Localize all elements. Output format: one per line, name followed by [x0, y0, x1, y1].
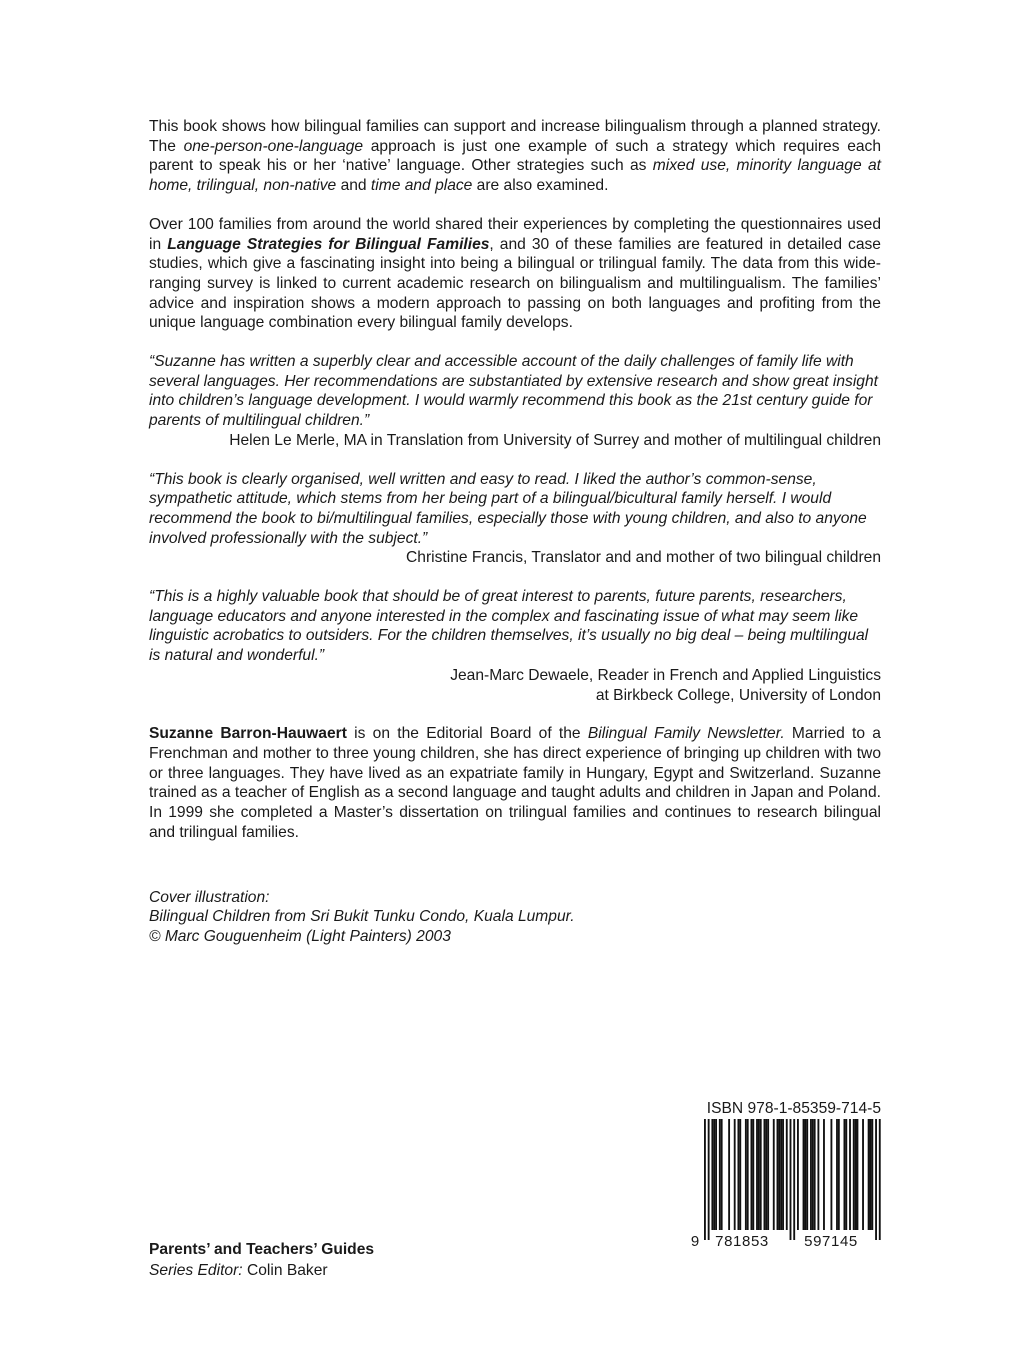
barcode-bar	[760, 1119, 762, 1230]
barcode-bar	[737, 1119, 739, 1230]
barcode-group-1: 781853	[715, 1233, 769, 1249]
barcode-bar	[728, 1119, 730, 1230]
text-run: and	[336, 177, 371, 195]
isbn-barcode	[686, 1119, 882, 1249]
barcode-bar	[845, 1119, 847, 1230]
text-run: Over 100 families from around the world shared their experiences by completing the questionnaires used in	[149, 215, 881, 253]
barcode-bar	[782, 1119, 784, 1230]
barcode-bar	[790, 1119, 792, 1240]
cover-credit-line-1: Bilingual Children from Sri Bukit Tunku Condo, Kuala Lumpur.	[149, 908, 575, 926]
review-quote-3	[149, 587, 881, 705]
barcode-bar	[780, 1119, 782, 1230]
barcode-bar	[838, 1119, 840, 1230]
intro-paragraph-2	[149, 215, 881, 333]
intro-paragraph-1	[149, 117, 881, 196]
cover-credit-line-2: © Marc Gouguenheim (Light Painters) 2003	[149, 927, 451, 945]
barcode-bar	[875, 1119, 877, 1240]
quote-attribution: Jean-Marc Dewaele, Reader in French and Applied Linguistics	[450, 666, 881, 684]
barcode-bar	[823, 1119, 825, 1230]
quote-attribution: Christine Francis, Translator and and mother of two bilingual children	[406, 549, 881, 567]
barcode-lead-digit: 9	[690, 1233, 700, 1249]
series-info	[149, 1239, 374, 1281]
quote-attribution: Helen Le Merle, MA in Translation from University of Surrey and mother of multilingual children	[229, 431, 881, 449]
barcode-bar	[764, 1119, 766, 1230]
barcode-bar	[739, 1119, 741, 1230]
barcode-bar	[751, 1119, 753, 1230]
barcode-bar	[786, 1119, 788, 1230]
barcode-bar	[767, 1119, 769, 1230]
text-run: time and place	[370, 177, 473, 195]
barcode-bar	[713, 1119, 715, 1230]
text-run: Suzanne Barron-Hauwaert	[149, 725, 347, 743]
text-run: Language Strategies for Bilingual Families	[167, 235, 490, 253]
barcode-bar	[758, 1119, 760, 1230]
text-run: , and 30 of these families are featured in detailed case studies, which give a fascinating insight into being a bilingual or trilingual family. The data from this wide-ranging survey is linked to current academic research on bilingualism and multilingualism. The families’ advice and inspiration shows a modern approach to passing on both languages and profiting from the unique language combination every bilingual family develops.	[149, 235, 881, 332]
text-run: Bilingual Family Newsletter.	[587, 725, 785, 743]
barcode-bar	[810, 1119, 812, 1230]
barcode-bar	[797, 1119, 799, 1230]
barcode-bar	[868, 1119, 870, 1230]
barcode-bar	[721, 1119, 723, 1230]
barcode-bar	[804, 1119, 806, 1230]
barcode-bar	[715, 1119, 717, 1230]
quote-attribution-line-2: at Birkbeck College, University of London	[595, 686, 881, 704]
cover-credit	[149, 888, 881, 947]
barcode-bar	[812, 1119, 814, 1230]
barcode-bar	[711, 1119, 713, 1230]
barcode-bar	[853, 1119, 855, 1230]
barcode-bar	[777, 1119, 779, 1230]
text-run: are also examined.	[472, 177, 609, 195]
barcode-bar	[855, 1119, 857, 1230]
barcode-bar	[704, 1119, 706, 1240]
barcode-bar	[778, 1119, 780, 1230]
review-quote-1	[149, 352, 881, 451]
series-editor-name: Colin Baker	[246, 1262, 328, 1279]
barcode-bar	[752, 1119, 754, 1230]
barcode-bar	[708, 1119, 710, 1240]
barcode-bar	[836, 1119, 838, 1230]
barcode-bar	[879, 1119, 881, 1240]
review-quote-2	[149, 470, 881, 569]
barcode-bar	[756, 1119, 758, 1230]
quote-text: “This book is clearly organised, well written and easy to read. I liked the author’s common-sense, sympathetic attitude, which stems from her being part of a bilingual/bicultural family herself. I would recommend the book to bi/multilingual families, especially those with young children, and also to anyone involved professionally with the subject.”	[149, 470, 867, 547]
barcode-bar	[862, 1119, 864, 1230]
cover-credit-label: Cover illustration:	[149, 888, 270, 906]
series-editor-line	[149, 1260, 374, 1281]
barcode-bar	[844, 1119, 846, 1230]
barcode-bar	[745, 1119, 747, 1230]
text-run: mixed use, minority language at home, trilingual, non-native	[149, 157, 881, 195]
back-cover-text	[149, 117, 881, 947]
quote-text: “This is a highly valuable book that should be of great interest to parents, future parents, researchers, language educators and anyone interested in the complex and fascinating issue of what may seem like linguistic acrobatics to outsiders. For the children themselves, it’s usually no big deal – being multilingual is natural and wonderful.”	[149, 588, 869, 665]
barcode-bar	[849, 1119, 851, 1230]
barcode-bar	[734, 1119, 736, 1230]
text-run: approach is just one example of such a strategy which requires each parent to speak his or her ‘native’ language. Other strategies such as	[149, 137, 882, 175]
text-run: Married to a Frenchman and mother to three young children, she has direct experience of bringing up children with two or three languages. They have lived as an expatriate family in Hungary, Egypt and Switzerland. Suzanne trained as a teacher of English as a second language and taught adults and children in Japan and Poland. In 1999 she completed a Master’s dissertation on trilingual families and continues to research bilingual and trilingual families.	[149, 725, 881, 841]
barcode-bar	[793, 1119, 795, 1240]
author-bio	[149, 724, 881, 842]
barcode-bar	[765, 1119, 767, 1230]
barcode-bar	[814, 1119, 816, 1230]
text-run: one-person-one-language	[183, 137, 364, 155]
barcode-bar	[871, 1119, 873, 1230]
barcode-bar	[817, 1119, 819, 1230]
barcode-bar	[830, 1119, 832, 1230]
barcode-group-2: 597145	[804, 1233, 858, 1249]
barcode-bar	[773, 1119, 775, 1230]
barcode-bar	[806, 1119, 808, 1230]
barcode-bar	[857, 1119, 859, 1230]
barcode-bar	[747, 1119, 749, 1230]
quote-text: “Suzanne has written a superbly clear and accessible account of the daily challenges of family life with several languages. Her recommendations are substantiated by extensive research and show great insight into children’s language development. I would warmly recommend this book as the 21st century guide for parents of multilingual children.”	[149, 353, 878, 430]
text-run: is on the Editorial Board of the	[346, 725, 588, 743]
text-run: This book shows how bilingual families can support and increase bilingualism through a planned strategy. The	[149, 118, 881, 155]
series-title: Parents’ and Teachers’ Guides	[149, 1241, 375, 1258]
series-editor-label: Series Editor:	[149, 1262, 243, 1279]
barcode-bar	[803, 1119, 805, 1230]
barcode-bar	[719, 1119, 721, 1230]
barcode-bar	[870, 1119, 872, 1230]
isbn-text: ISBN 978-1-85359-714-5	[706, 1100, 881, 1117]
